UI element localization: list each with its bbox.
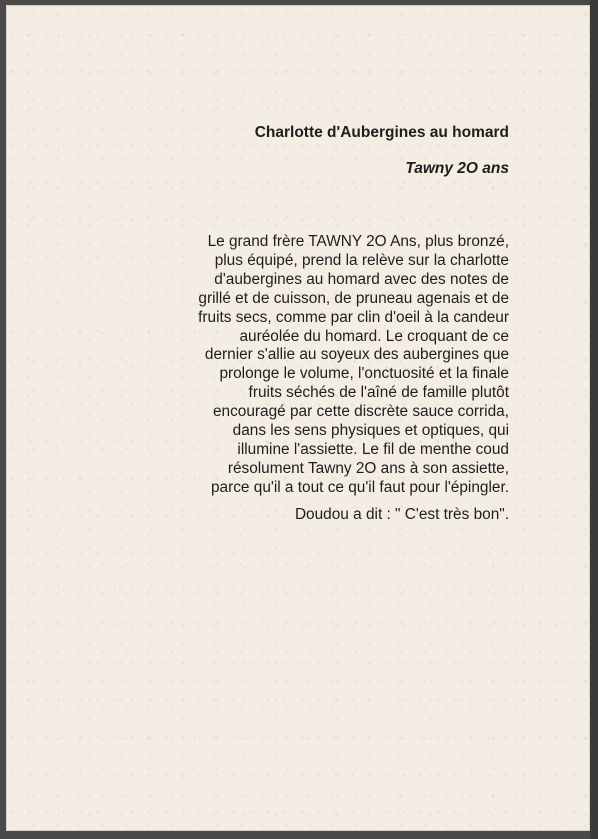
body-line: Le grand frère TAWNY 2O Ans, plus bronzé,	[207, 233, 509, 250]
body-line: plus équipé, prend la relève sur la charlotte	[214, 251, 509, 269]
document-subtitle: Tawny 2O ans	[405, 160, 509, 177]
body-line: dans les sens physiques et optiques, qui	[232, 422, 509, 440]
body-paragraph	[129, 233, 509, 498]
page-edge-shadow	[590, 0, 598, 839]
body-line: encouragé par cette discrète sauce corrida,	[212, 403, 509, 421]
body-line: dernier s'allie au soyeux des aubergines que	[204, 346, 509, 364]
body-line: résolument Tawny 2O ans à son assiette,	[227, 459, 509, 477]
body-line: parce qu'il a tout ce qu'il faut pour l'épingler.	[210, 478, 509, 496]
document-title: Charlotte d'Aubergines au homard	[254, 124, 509, 141]
body-line: illumine l'assiette. Le fil de menthe coud	[237, 440, 509, 458]
body-line: fruits séchés de l'aîné de famille plutôt	[248, 384, 509, 402]
document-page	[6, 5, 590, 831]
body-line: fruits secs, comme par clin d'oeil à la candeur	[198, 308, 509, 326]
body-line: prolonge le volume, l'onctuosité et la finale	[219, 365, 509, 383]
body-line: auréolée du homard. Le croquant de ce	[239, 327, 509, 345]
body-line: grillé et de cuisson, de pruneau agenais et de	[198, 289, 509, 307]
body-line: d'aubergines au homard avec des notes de	[214, 270, 509, 288]
signature-line: Doudou a dit : " C'est très bon".	[294, 506, 509, 523]
